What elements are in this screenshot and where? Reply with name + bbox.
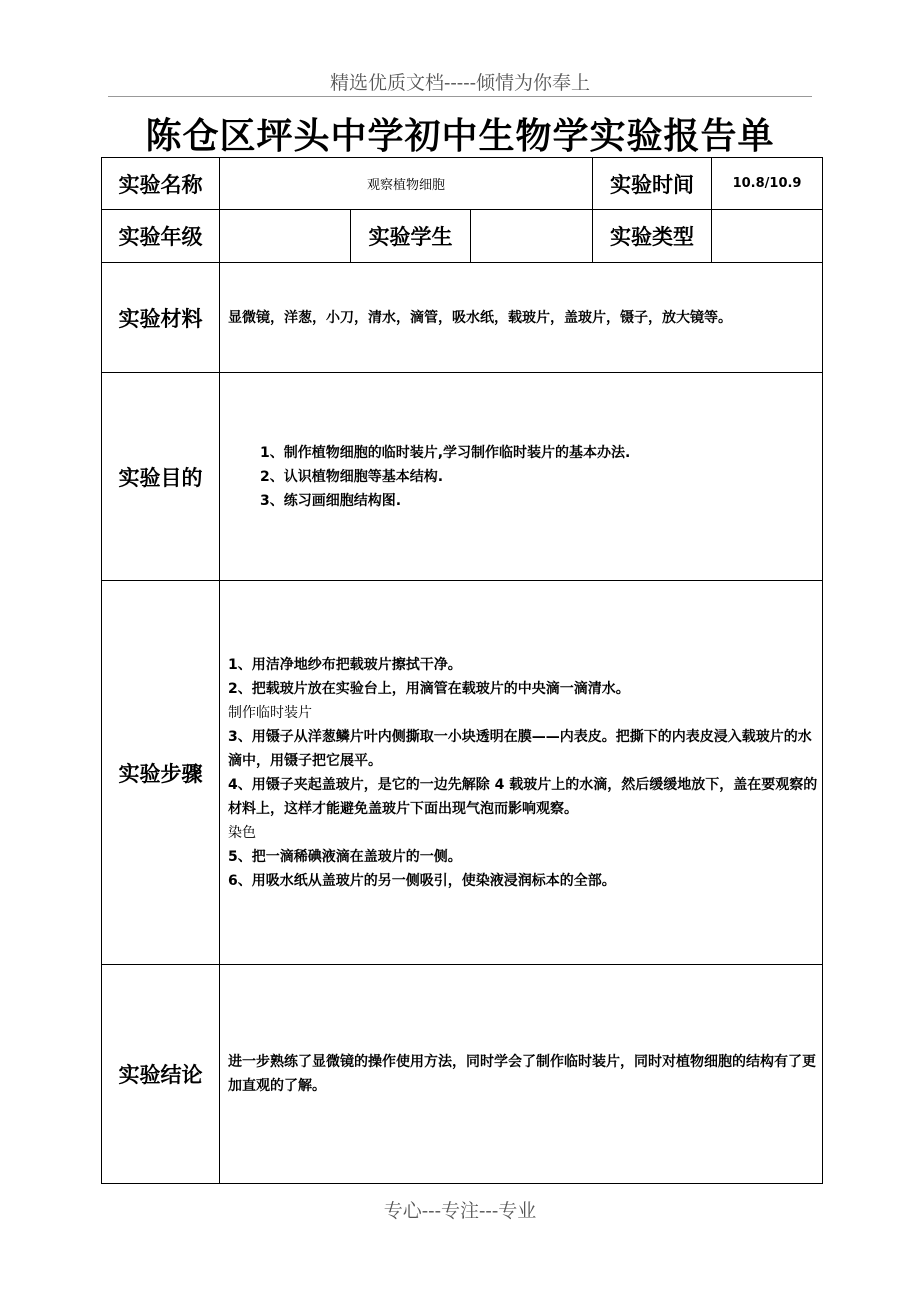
row-conclusion: [102, 965, 823, 1184]
value-experiment-type: [712, 210, 823, 263]
purpose-cell: [220, 373, 823, 581]
label-experiment-type: 实验类型: [593, 210, 712, 263]
purpose-item: 2、认识植物细胞等基本结构.: [260, 468, 444, 485]
header-divider: [108, 96, 812, 97]
row-steps: [102, 581, 823, 965]
step-item: 4、用镊子夹起盖玻片，是它的一边先解除 4 载玻片上的水滴，然后缓缓地放下，盖在要观察的材料上，这样才能避免盖玻片下面出现气泡而影响观察。: [228, 776, 818, 817]
value-experiment-name: 观察植物细胞: [220, 158, 593, 210]
steps-cell: [220, 581, 823, 965]
row-grade-student-type: [102, 210, 823, 263]
purpose-item: 3、练习画细胞结构图.: [260, 492, 402, 509]
report-table: [101, 157, 823, 1184]
page-footer: 专心---专注---专业: [383, 1200, 537, 1222]
label-experiment-time: 实验时间: [593, 158, 712, 210]
value-experiment-time: 10.8/10.9: [712, 158, 823, 210]
step-item: 5、把一滴稀碘液滴在盖玻片的一侧。: [228, 848, 462, 865]
value-experiment-student: [471, 210, 593, 263]
conclusion-text: 进一步熟练了显微镜的操作使用方法，同时学会了制作临时装片，同时对植物细胞的结构有了更加直观的了解。: [220, 965, 823, 1184]
purpose-list: [228, 441, 818, 513]
step-item: 2、把载玻片放在实验台上，用滴管在载玻片的中央滴一滴清水。: [228, 680, 630, 697]
step-item: 3、用镊子从洋葱鳞片叶内侧撕取一小块透明在膜——内表皮。把撕下的内表皮浸入载玻片的水滴中，用镊子把它展平。: [228, 728, 812, 769]
value-experiment-grade: [220, 210, 351, 263]
step-section-heading: 制作临时装片: [228, 704, 312, 721]
label-purpose: 实验目的: [102, 373, 220, 581]
label-experiment-student: 实验学生: [351, 210, 471, 263]
step-item: 6、用吸水纸从盖玻片的另一侧吸引，使染液浸润标本的全部。: [228, 872, 616, 889]
page-header: 精选优质文档-----倾情为你奉上: [329, 72, 591, 94]
step-item: 1、用洁净地纱布把载玻片擦拭干净。: [228, 656, 462, 673]
materials-text: 显微镜，洋葱，小刀，清水，滴管，吸水纸，载玻片，盖玻片，镊子，放大镜等。: [220, 263, 823, 373]
document-title: 陈仓区坪头中学初中生物学实验报告单: [145, 116, 775, 157]
row-purpose: [102, 373, 823, 581]
row-materials: [102, 263, 823, 373]
label-conclusion: 实验结论: [102, 965, 220, 1184]
purpose-item: 1、制作植物细胞的临时装片,学习制作临时装片的基本办法.: [260, 444, 631, 461]
label-steps: 实验步骤: [102, 581, 220, 965]
label-materials: 实验材料: [102, 263, 220, 373]
label-experiment-name: 实验名称: [102, 158, 220, 210]
row-name-time: [102, 158, 823, 210]
step-section-heading: 染色: [228, 824, 256, 841]
label-experiment-grade: 实验年级: [102, 210, 220, 263]
